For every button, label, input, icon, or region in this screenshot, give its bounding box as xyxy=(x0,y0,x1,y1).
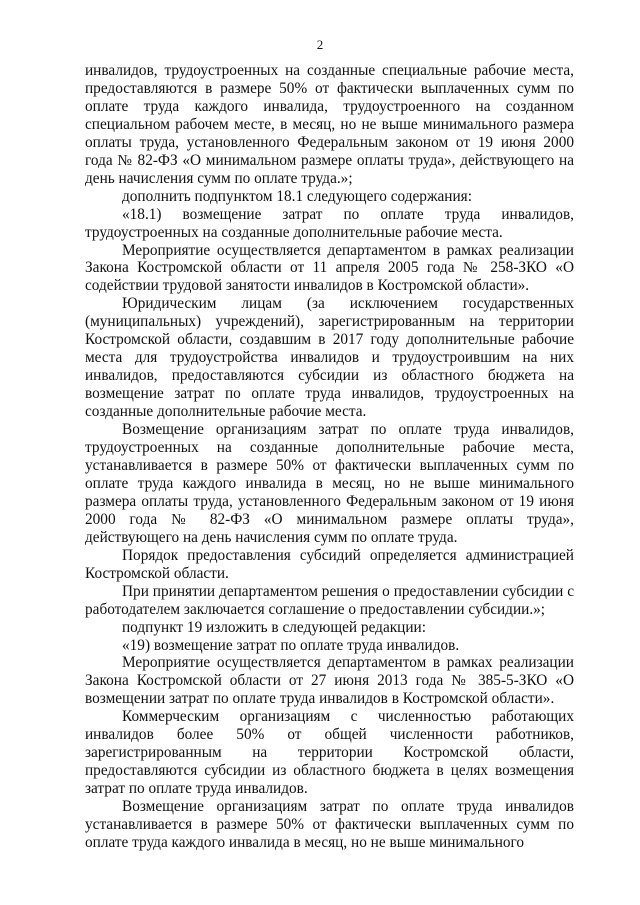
paragraph: Мероприятие осуществляется департаментом в рамках реализации Закона Костромской области от 27 июня 2013 года № 385-5-ЗКО «О возмещении затрат по оплате труда инвалидов в Костромской области». xyxy=(85,654,574,708)
paragraph: Юридическим лицам (за исключением государственных (муниципальных) учреждений), зарегистрированным на территории Костромской области, создавшим в 2017 году дополнительные рабочие места для трудоустройства инвалидов и трудоустроившим на них инвалидов, предоставляются субсидии из областного бюджета на возмещение затрат по оплате труда инвалидов, трудоустроенных на созданные дополнительные рабочие места. xyxy=(85,295,574,421)
paragraph: дополнить подпунктом 18.1 следующего содержания: xyxy=(122,187,472,205)
paragraph: «18.1) возмещение затрат по оплате труда инвалидов, трудоустроенных на созданные дополнительные рабочие места. xyxy=(85,205,574,241)
paragraph: Возмещение организациям затрат по оплате труда инвалидов, трудоустроенных на созданные дополнительные рабочие места, устанавливается в размере 50% от фактически выплаченных сумм по оплате труда каждого инвалида в месяц, но не выше минимального размера оплаты труда, установленного Федеральным законом от 19 июня 2000 года № 82-ФЗ «О минимальном размере оплаты труда», действующего на день начисления сумм по оплате труда. xyxy=(85,421,574,546)
paragraph: Порядок предоставления субсидий определяется администрацией Костромской области. xyxy=(85,546,574,582)
paragraph: Коммерческим организациям с численностью работающих инвалидов более 50% от общей численности работников, зарегистрированным на территории Костромской области, предоставляются субсидии из областного бюджета в целях возмещения затрат по оплате труда инвалидов. xyxy=(85,708,574,798)
paragraph: подпункт 19 изложить в следующей редакции: xyxy=(122,618,426,636)
paragraph: Мероприятие осуществляется департаментом в рамках реализации Закона Костромской области от 11 апреля 2005 года № 258-ЗКО «О содействии трудовой занятости инвалидов в Костромской области». xyxy=(85,241,574,295)
paragraph: инвалидов, трудоустроенных на созданные специальные рабочие места, предоставляются в размере 50% от фактически выплаченных сумм по оплате труда каждого инвалида, трудоустроенного на созданном специальном рабочем месте, в месяц, но не выше минимального размера оплаты труда, установленного Федеральным законом от 19 июня 2000 года № 82-ФЗ «О минимальном размере оплаты труда», действующего на день начисления сумм по оплате труда.»; xyxy=(85,62,574,187)
document-body xyxy=(85,62,574,852)
paragraph: Возмещение организациям затрат по оплате труда инвалидов устанавливается в размере 50% от фактически выплаченных сумм по оплате труда каждого инвалида в месяц, но не выше минимального xyxy=(85,798,574,851)
page-number: 2 xyxy=(316,37,324,52)
paragraph: При принятии департаментом решения о предоставлении субсидии с работодателем заключается соглашение о предоставлении субсидии.»; xyxy=(85,582,574,618)
paragraph: «19) возмещение затрат по оплате труда инвалидов. xyxy=(122,636,460,654)
